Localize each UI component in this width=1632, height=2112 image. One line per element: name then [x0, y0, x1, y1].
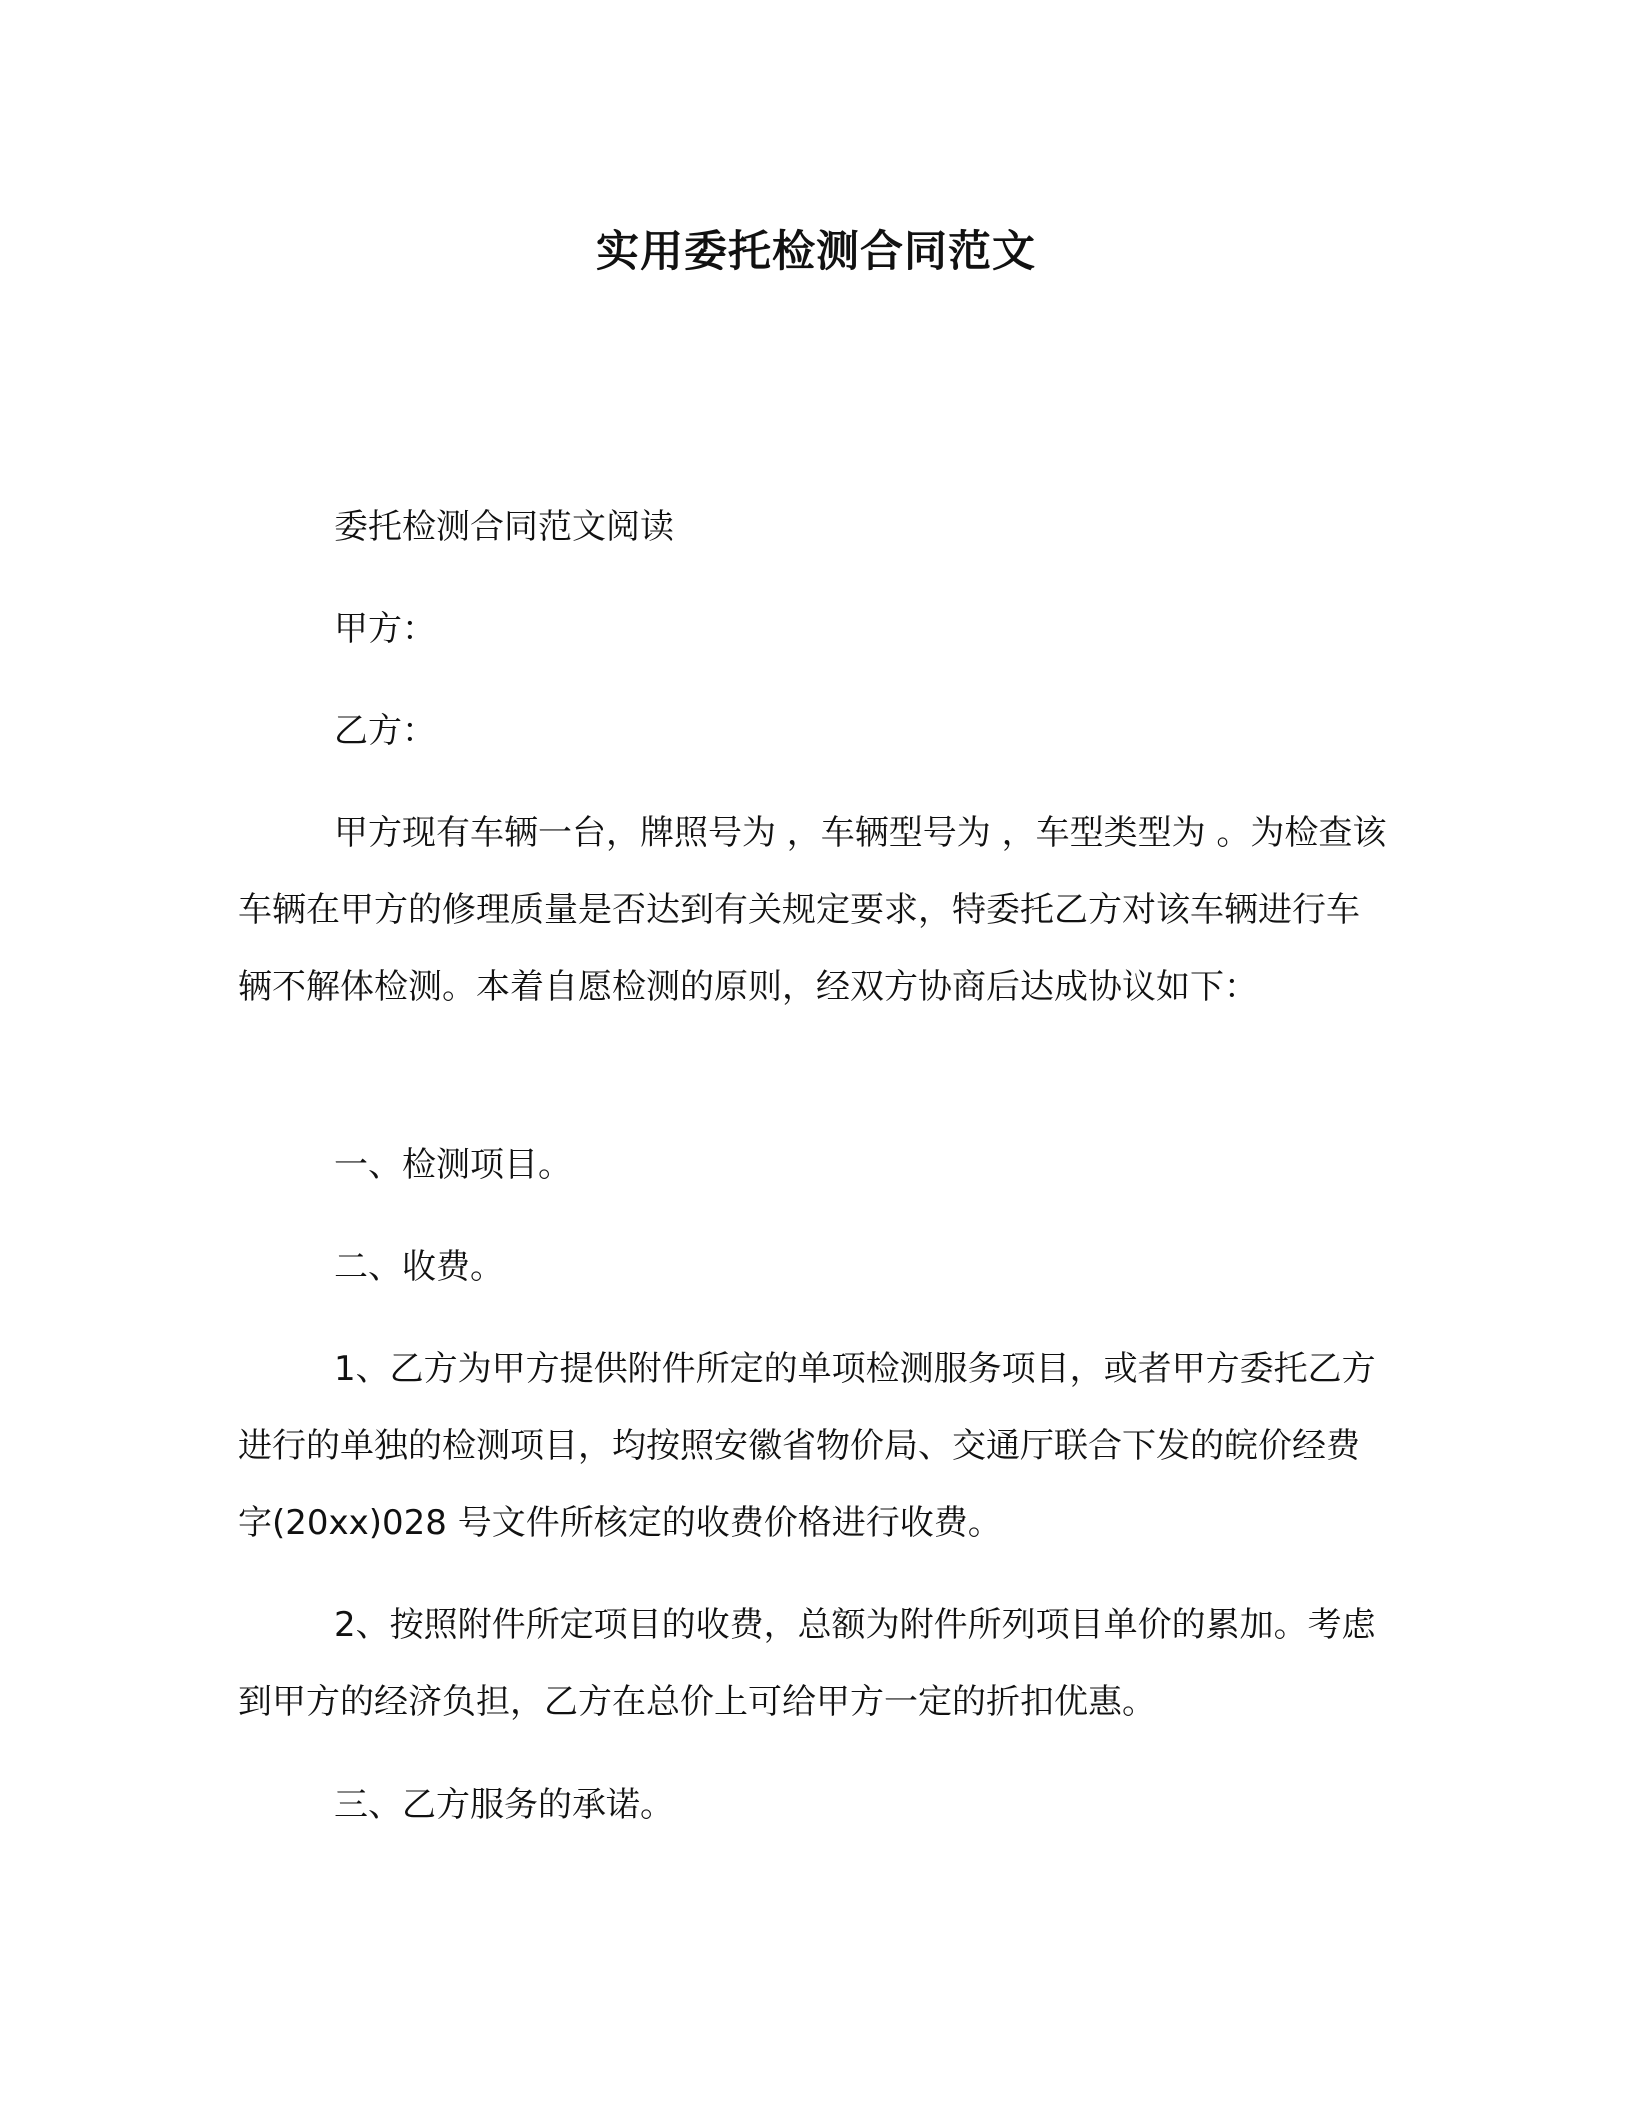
paragraph-party-a: 甲方：: [334, 609, 436, 649]
paragraph-fee-1: 1、乙方为甲方提供附件所定的单项检测服务项目，或者甲方委托乙方进行的单独的检测项目，均按照安徽省物价局、交通厅联合下发的皖价经费字(20xx)028 号文件所核定的收费价格进行收费。: [238, 1349, 1376, 1543]
paragraph-party-b: 乙方：: [334, 711, 436, 751]
paragraph-fee-2: 2、按照附件所定项目的收费，总额为附件所列项目单价的累加。考虑到甲方的经济负担，乙方在总价上可给甲方一定的折扣优惠。: [238, 1605, 1376, 1722]
section-heading-2: 二、收费。: [334, 1247, 504, 1287]
section-heading-3: 三、乙方服务的承诺。: [334, 1785, 674, 1825]
paragraph-intro: 甲方现有车辆一台，牌照号为 ，车辆型号为 ，车型类型为 。为检查该车辆在甲方的修理质量是否达到有关规定要求，特委托乙方对该车辆进行车辆不解体检测。本着自愿检测的原则，经双方协商后达成协议如下：: [238, 813, 1387, 1007]
document-title: 实用委托检测合同范文: [596, 227, 1036, 277]
section-heading-1: 一、检测项目。: [334, 1145, 572, 1185]
paragraph-subtitle: 委托检测合同范文阅读: [334, 507, 674, 547]
